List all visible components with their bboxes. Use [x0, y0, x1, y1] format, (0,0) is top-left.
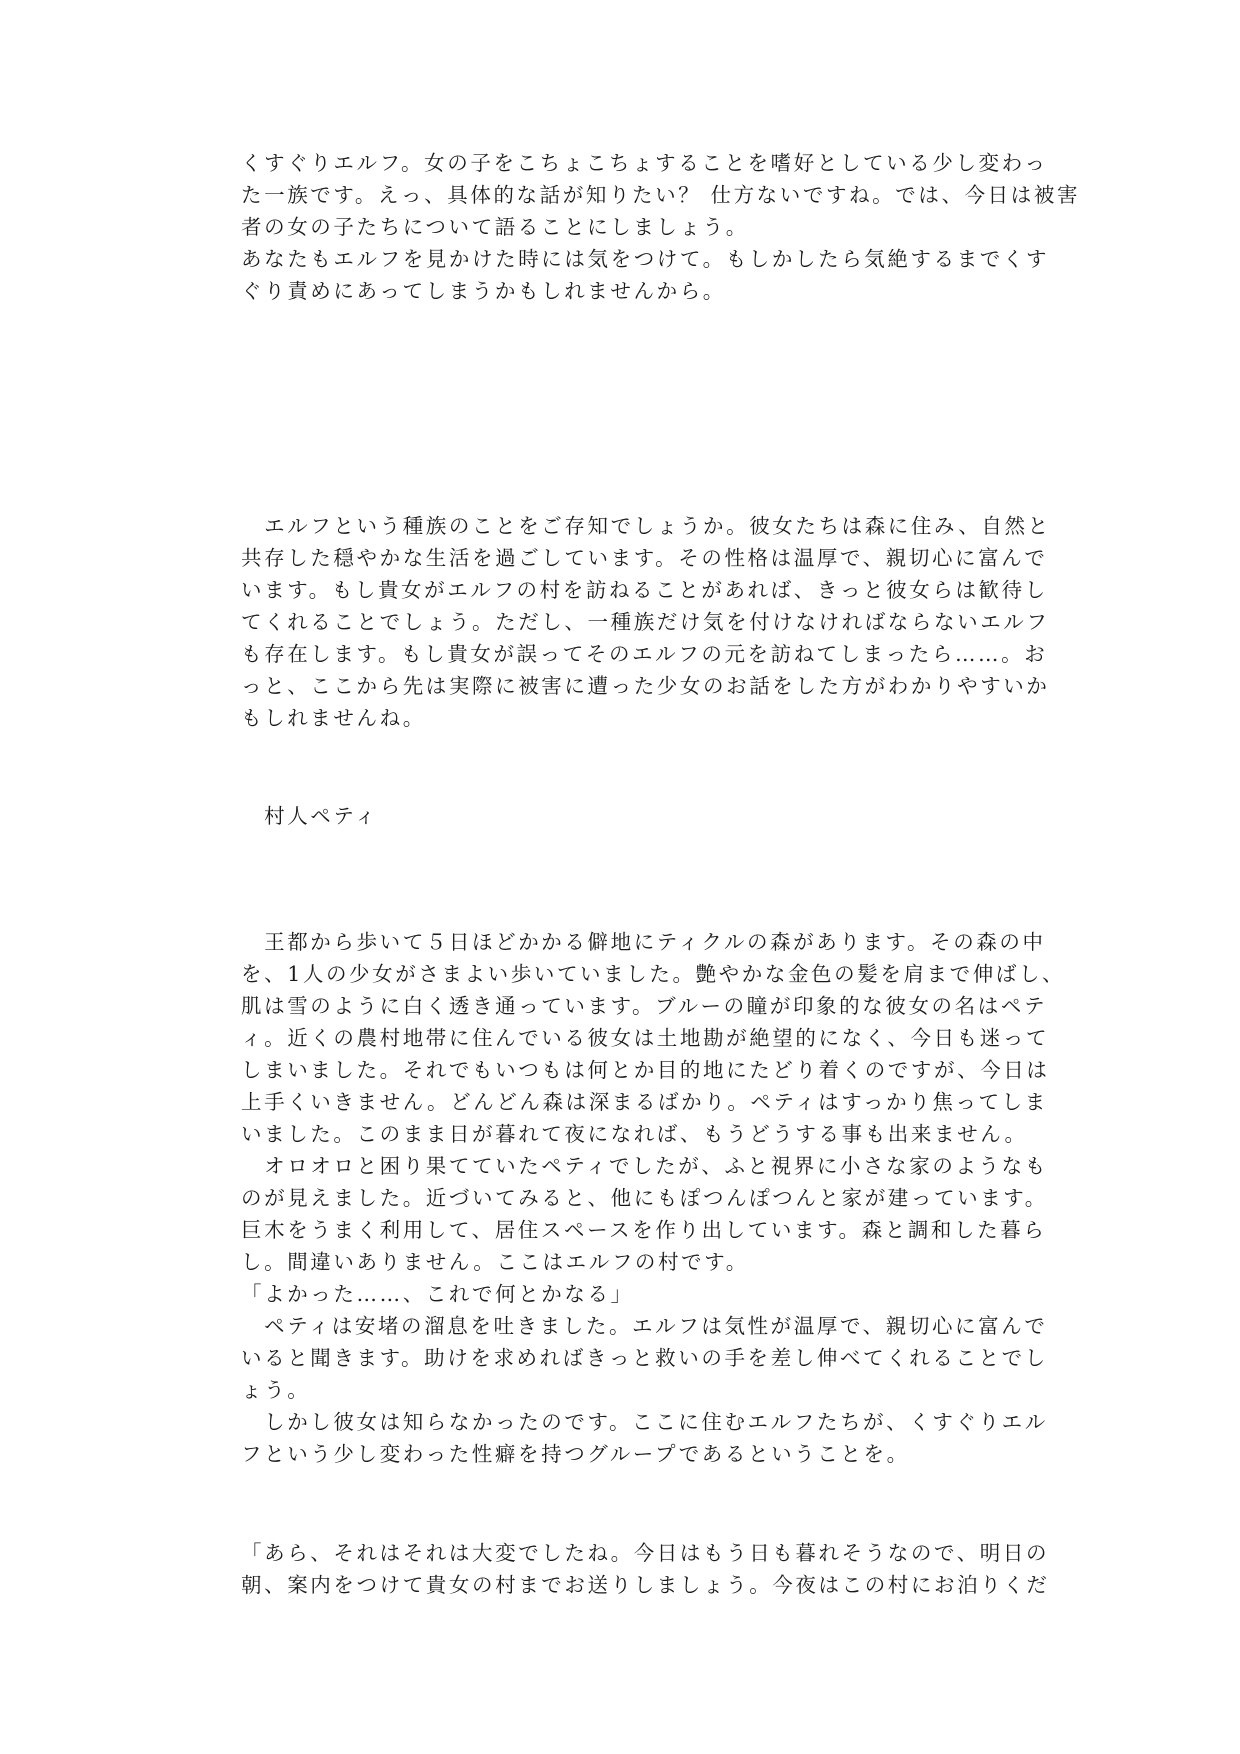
story-line: 肌は雪のように白く透き通っています。ブルーの瞳が印象的な彼女の名はペテ	[241, 994, 1048, 1018]
intro-line: あなたもエルフを見かけた時には気をつけて。もしかしたら気絶するまでくす	[241, 247, 1050, 271]
story-line: しかし彼女は知らなかったのです。ここに住むエルフたちが、くすぐりエル	[241, 1410, 1048, 1434]
dialogue-line: 「あら、それはそれは大変でしたね。今日はもう日も暮れそうなので、明日の	[241, 1541, 1050, 1565]
story-line: ペティは安堵の溜息を吐きました。エルフは気性が温厚で、親切心に富んで	[241, 1314, 1048, 1338]
prologue-line: もしれませんね。	[241, 706, 426, 730]
story-line: ょう。	[241, 1378, 311, 1402]
prologue-line: エルフという種族のことをご存知でしょうか。彼女たちは森に住み、自然と	[241, 514, 1051, 538]
story-line: のが見えました。近づいてみると、他にもぽつんぽつんと家が建っています。	[241, 1186, 1048, 1210]
prologue-line: います。もし貴女がエルフの村を訪ねることがあれば、きっと彼女らは歓待し	[241, 578, 1048, 602]
story-line: フという少し変わった性癖を持つグループであるということを。	[241, 1442, 910, 1466]
prologue-line: っと、ここから先は実際に被害に遭った少女のお話をした方がわかりやすいか	[241, 674, 1050, 698]
story-line: 王都から歩いて５日ほどかかる僻地にティクルの森があります。その森の中	[241, 930, 1046, 954]
story-line: を、1人の少女がさまよい歩いていました。艶やかな金色の髪を肩まで伸ばし、	[241, 962, 1066, 986]
prologue-line: も存在します。もし貴女が誤ってそのエルフの元を訪ねてしまったら……。お	[241, 642, 1048, 666]
story-line: 上手くいきません。どんどん森は深まるばかり。ペティはすっかり焦ってしま	[241, 1090, 1048, 1114]
intro-line: ぐり責めにあってしまうかもしれませんから。	[241, 279, 726, 303]
dialogue-line: 朝、案内をつけて貴女の村までお送りしましょう。今夜はこの村にお泊りくだ	[241, 1573, 1050, 1597]
story-line: いました。このまま日が暮れて夜になれば、もうどうする事も出来ません。	[241, 1122, 1028, 1146]
story-line: しまいました。それでもいつもは何とか目的地にたどり着くのですが、今日は	[241, 1058, 1050, 1082]
story-line: ィ。近くの農村地帯に住んでいる彼女は土地勘が絶望的になく、今日も迷って	[241, 1026, 1050, 1050]
prologue-line: 共存した穏やかな生活を過ごしています。その性格は温厚で、親切心に富んで	[241, 546, 1048, 570]
story-line: 「よかった……、これで何とかなる」	[241, 1282, 634, 1306]
story-line: オロオロと困り果てていたペティでしたが、ふと視界に小さな家のようなも	[241, 1154, 1048, 1178]
prologue-line: てくれることでしょう。ただし、一種族だけ気を付けなければならないエルフ	[241, 610, 1050, 634]
chapter-title: 村人ペティ	[241, 804, 378, 828]
intro-line: た一族です。えっ、具体的な話が知りたい？ 仕方ないですね。では、今日は被害	[241, 183, 1081, 207]
story-line: し。間違いありません。ここはエルフの村です。	[241, 1250, 749, 1274]
intro-line: くすぐりエルフ。女の子をこちょこちょすることを嗜好としている少し変わっ	[241, 151, 1048, 175]
story-line: 巨木をうまく利用して、居住スペースを作り出しています。森と調和した暮ら	[241, 1218, 1047, 1242]
intro-line: 者の女の子たちについて語ることにしましょう。	[241, 215, 749, 239]
story-line: いると聞きます。助けを求めればきっと救いの手を差し伸べてくれることでし	[241, 1346, 1048, 1370]
